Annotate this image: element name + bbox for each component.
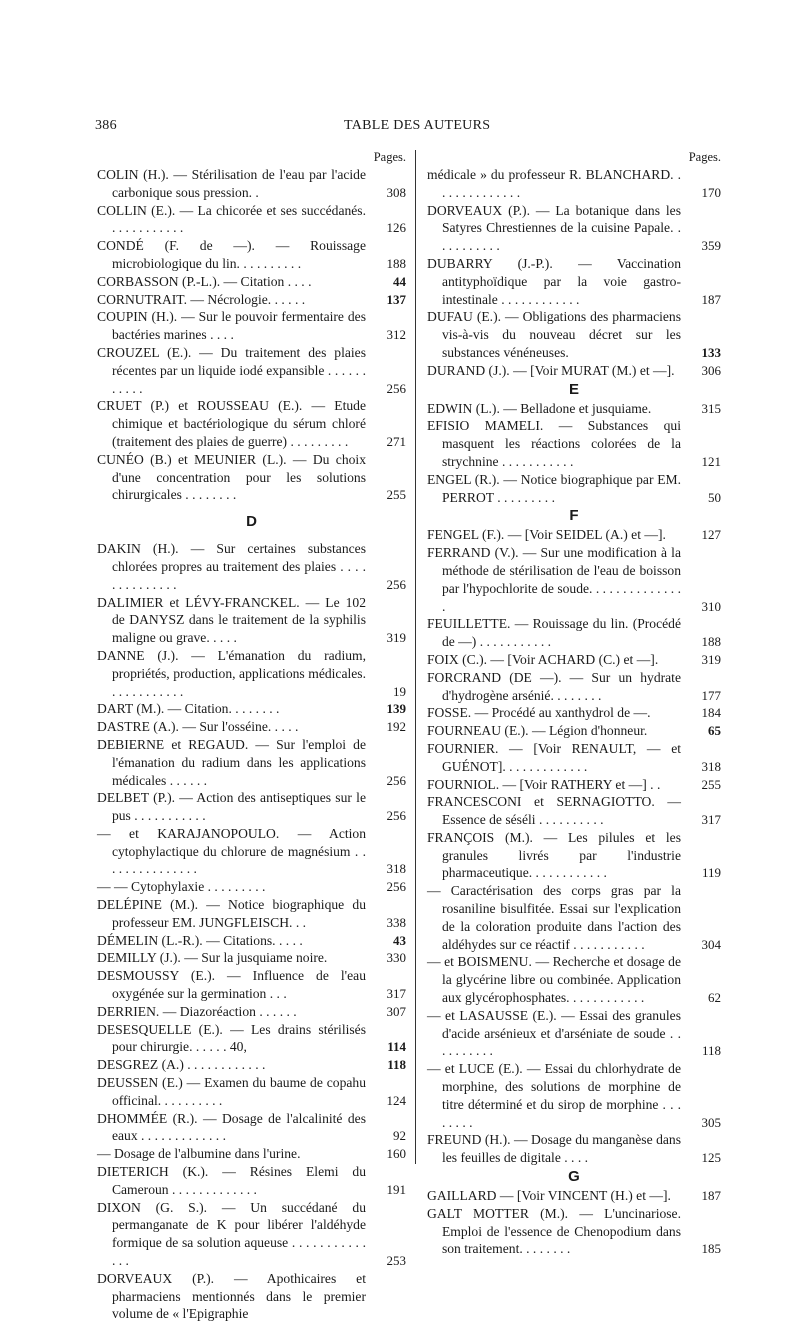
index-entry — [97, 273, 406, 291]
entry-page-number: 114 — [387, 1039, 406, 1055]
entry-page-number: 359 — [701, 238, 721, 254]
entry-page-number: 256 — [386, 879, 406, 895]
page-number: 386 — [95, 118, 117, 133]
entry-page-number: 191 — [386, 1181, 406, 1197]
entry-page-number: 119 — [701, 865, 721, 881]
entry-text: CORBASSON (P.-L.). — Citation . . . . — [97, 273, 312, 289]
entry-text: DEBIERNE et REGAUD. — Sur l'emploi de l'émanation du radium dans les applications médicales . . . . . . — [97, 736, 366, 788]
index-entry — [97, 896, 406, 932]
index-entry — [427, 308, 721, 361]
entry-page-number: 121 — [701, 453, 721, 469]
index-entry — [427, 526, 721, 544]
index-entry — [97, 308, 406, 344]
index-entry — [427, 882, 721, 953]
entry-text: FENGEL (F.). — [Voir SEIDEL (A.) et —]. — [427, 527, 666, 543]
entry-text: — et LUCE (E.). — Essai du chlorhydrate de morphine, des solutions de morphine de titre déterminé et du sirop de morphine . . . . . . . . — [427, 1061, 681, 1130]
entry-text: CUNÉO (B.) et MEUNIER (L.). — Du choix d'une concentration pour les solutions chirurgicales . . . . . . . . — [97, 451, 366, 503]
right-column — [427, 149, 721, 1258]
entry-page-number: 256 — [386, 380, 406, 396]
entry-page-number: 62 — [708, 990, 721, 1006]
entry-page-number: 19 — [393, 683, 406, 699]
entry-text: GALT MOTTER (M.). — L'uncinariose. Emploi de l'essence de Chenopodium dans son traitement. . . . . . . . — [427, 1205, 681, 1257]
index-entry — [97, 594, 406, 647]
entry-text: DART (M.). — Citation. . . . . . . . — [97, 701, 280, 717]
index-entry — [427, 471, 721, 507]
entry-text: FERRAND (V.). — Sur une modification à la méthode de stérilisation de l'eau de boisson par l'hypochlorite de soude. . . . . . . . . . . . . . . — [427, 545, 681, 614]
entry-text: DORVEAUX (P.). — La botanique dans les Satyres Chrestiennes de la cuisine Papale. . . . . . . . . . . — [427, 202, 681, 254]
entry-text: DESMOUSSY (E.). — Influence de l'eau oxygénée sur la germination . . . — [97, 968, 366, 1002]
index-entry — [97, 700, 406, 718]
entry-page-number: 127 — [701, 527, 721, 543]
entry-text: COLLIN (E.). — La chicorée et ses succédanés. . . . . . . . . . . . — [97, 202, 366, 236]
entry-page-number: 304 — [701, 936, 721, 952]
entry-page-number: 187 — [701, 1188, 721, 1204]
entry-text: DURAND (J.). — [Voir MURAT (M.) et —]. — [427, 362, 675, 378]
entry-text: DANNE (J.). — L'émanation du radium, propriétés, production, applications médicales. . . . . . . . . . . . — [97, 647, 366, 699]
index-entry — [97, 166, 406, 202]
entry-text: — et BOISMENU. — Recherche et dosage de la glycérine libre ou combinée. Application aux glycérophosphates. . . . . . . . . . . . — [427, 954, 681, 1006]
entry-page-number: 256 — [386, 772, 406, 788]
entry-page-number: 253 — [386, 1253, 406, 1269]
index-entry — [427, 362, 721, 380]
index-entry — [97, 789, 406, 825]
entry-text: DÉMELIN (L.-R.). — Citations. . . . . — [97, 932, 303, 948]
entry-text: — et LASAUSSE (E.). — Essai des granules d'acide arsénieux et d'arséniate de soude . . . . . . . . . . — [427, 1007, 681, 1059]
entry-text: — Dosage de l'albumine dans l'urine. — [97, 1146, 301, 1162]
entry-page-number: 318 — [701, 758, 721, 774]
entry-text: DERRIEN. — Diazoréaction . . . . . . — [97, 1003, 297, 1019]
entry-page-number: 319 — [386, 630, 406, 646]
entry-page-number: 308 — [386, 184, 406, 200]
index-entry — [97, 825, 406, 878]
index-entry — [97, 1056, 406, 1074]
index-entry — [97, 1074, 406, 1110]
entry-page-number: 177 — [701, 687, 721, 703]
entry-text: DHOMMÉE (R.). — Dosage de l'alcalinité des eaux . . . . . . . . . . . . . — [97, 1110, 366, 1144]
entry-page-number: 44 — [393, 273, 406, 289]
index-entry — [427, 400, 721, 418]
entry-text: DUBARRY (J.-P.). — Vaccination antityphoïdique par la voie gastro-intestinale . . . . . . . . . . . . — [427, 255, 681, 307]
index-entry — [97, 1199, 406, 1270]
pages-heading: Pages. — [688, 150, 721, 164]
index-entry — [97, 540, 406, 593]
entry-text: DIETERICH (K.). — Résines Elemi du Cameroun . . . . . . . . . . . . . — [97, 1164, 366, 1197]
entry-text: DAKIN (H.). — Sur certaines substances chlorées propres au traitement des plaies . . . . . . . . . . . . . . — [97, 541, 366, 592]
section-spacer — [97, 532, 406, 540]
index-entry — [427, 255, 721, 308]
entry-page-number: 315 — [701, 400, 721, 416]
entry-page-number: 338 — [386, 914, 406, 930]
entry-page-number: 306 — [701, 362, 721, 378]
entry-page-number: 317 — [701, 812, 721, 828]
entry-page-number: 330 — [386, 950, 406, 966]
entry-page-number: 256 — [386, 576, 406, 592]
index-entry — [97, 1110, 406, 1146]
entry-page-number: 126 — [386, 220, 406, 236]
index-entry — [427, 776, 721, 794]
entry-text: COUPIN (H.). — Sur le pouvoir fermentaire des bactéries marines . . . . — [97, 309, 366, 343]
entry-page-number: 133 — [701, 344, 721, 360]
index-entry — [97, 1163, 406, 1199]
entry-text: DORVEAUX (P.). — Apothicaires et pharmaciens mentionnés dans le premier volume de « l'Epigraphie — [97, 1270, 366, 1322]
entry-page-number: 92 — [393, 1128, 406, 1144]
entry-text: DELBET (P.). — Action des antiseptiques sur le pus . . . . . . . . . . . — [97, 790, 366, 824]
index-entry — [97, 736, 406, 789]
entry-page-number: 170 — [701, 184, 721, 200]
entry-page-number: 160 — [386, 1146, 406, 1162]
column-rule — [415, 150, 416, 1164]
entry-text: FORCRAND (DE —). — Sur un hydrate d'hydrogène arsénié. . . . . . . . — [427, 669, 681, 703]
entry-page-number: 124 — [386, 1092, 406, 1108]
section-letter-d: D — [246, 513, 257, 531]
index-entry — [427, 651, 721, 669]
entry-text: DIXON (G. S.). — Un succédané du permanganate de K pour libérer l'aldéhyde formique de sa solution aqueuse . . . . . . . . . . . . . . — [97, 1199, 366, 1269]
entry-text: FOURNIOL. — [Voir RATHERY et —] . . — [427, 776, 661, 792]
entry-text: FREUND (H.). — Dosage du manganèse dans les feuilles de digitale . . . . — [427, 1132, 681, 1166]
entry-text: DEUSSEN (E.) — Examen du baume de copahu officinal. . . . . . . . . . — [97, 1075, 366, 1108]
running-title: TABLE DES AUTEURS — [344, 118, 491, 133]
index-entry — [427, 669, 721, 705]
entry-page-number: 50 — [708, 489, 721, 505]
entry-page-number: 43 — [393, 932, 406, 948]
index-entry — [97, 344, 406, 397]
entry-page-number: 256 — [386, 808, 406, 824]
index-entry — [97, 397, 406, 450]
entry-text: CRUET (P.) et ROUSSEAU (E.). — Etude chimique et bactériologique du sérum chloré (traitement des plaies de guerre) . . . . . . . . . — [97, 398, 366, 449]
entry-text: ENGEL (R.). — Notice biographique par EM. PERROT . . . . . . . . . — [427, 471, 681, 505]
entry-text: CROUZEL (E.). — Du traitement des plaies récentes par un liquide iodé expansible . . . . . . . . . . . — [97, 344, 366, 396]
entry-page-number: 118 — [387, 1057, 406, 1073]
entry-text: DESGREZ (A.) . . . . . . . . . . . . — [97, 1057, 266, 1073]
entry-page-number: 184 — [701, 705, 721, 721]
section-spacer — [97, 504, 406, 512]
entry-page-number: 271 — [386, 433, 406, 449]
entry-page-number: 188 — [386, 255, 406, 271]
section-letter-e: E — [568, 380, 579, 398]
entry-text: COLIN (H.). — Stérilisation de l'eau par l'acide carbonique sous pression. . — [97, 167, 366, 200]
entry-text: EDWIN (L.). — Belladone et jusquiame. — [427, 400, 652, 416]
index-entry — [427, 1007, 721, 1060]
index-entry — [427, 615, 721, 651]
entry-text: CORNUTRAIT. — Nécrologie. . . . . . — [97, 291, 306, 307]
index-entry — [97, 1270, 406, 1323]
index-entry — [97, 1003, 406, 1021]
index-entry — [427, 722, 721, 740]
entry-page-number: 319 — [701, 651, 721, 667]
entry-text: — Caractérisation des corps gras par la rosaniline bisulfitée. Essai sur l'explication de la coloration produite dans l'action des aldéhydes sur ce réactif . . . . . . . . . . . — [427, 883, 681, 952]
index-entry — [97, 451, 406, 504]
index-entry — [427, 829, 721, 882]
entry-text: FRANCESCONI et SERNAGIOTTO. — Essence de séséli . . . . . . . . . . — [427, 794, 681, 828]
index-entry — [427, 417, 721, 470]
entry-page-number: 318 — [386, 861, 406, 877]
index-entry — [427, 793, 721, 829]
index-entry — [97, 1021, 406, 1057]
index-entry — [427, 704, 721, 722]
entry-text: DESESQUELLE (E.). — Les drains stérilisés pour chirurgie. . . . . . 40, — [97, 1021, 366, 1055]
pages-heading: Pages. — [373, 150, 406, 164]
index-entry — [427, 1131, 721, 1167]
entry-text: FRANÇOIS (M.). — Les pilules et les granules livrés par l'industrie pharmaceutique. . . . . . . . . . . . — [427, 829, 681, 881]
index-entry — [427, 166, 721, 202]
entry-page-number: 255 — [701, 776, 721, 792]
entry-page-number: 188 — [701, 634, 721, 650]
left-column — [97, 149, 406, 1323]
index-entry — [427, 740, 721, 776]
entry-text: DELÉPINE (M.). — Notice biographique du professeur EM. JUNGFLEISCH. . . — [97, 897, 366, 930]
entry-page-number: 137 — [386, 291, 406, 307]
entry-page-number: 118 — [701, 1043, 721, 1059]
index-entry — [427, 544, 721, 615]
index-entry — [427, 1060, 721, 1131]
index-entry — [97, 932, 406, 950]
entry-page-number: 310 — [701, 598, 721, 614]
index-entry — [97, 647, 406, 700]
entry-page-number: 65 — [708, 723, 721, 739]
index-entry — [97, 718, 406, 736]
entry-page-number: 305 — [701, 1114, 721, 1130]
index-entry — [427, 953, 721, 1006]
entry-page-number: 139 — [386, 701, 406, 717]
entry-text: médicale » du professeur R. BLANCHARD. . . . . . . . . . . . . . — [427, 167, 681, 200]
entry-text: DEMILLY (J.). — Sur la jusquiame noire. — [97, 950, 328, 966]
section-letter-g: G — [568, 1168, 580, 1186]
entry-page-number: 255 — [386, 487, 406, 503]
entry-text: FEUILLETTE. — Rouissage du lin. (Procédé de —) . . . . . . . . . . . — [427, 616, 681, 650]
index-entry — [427, 202, 721, 255]
entry-text: FOSSE. — Procédé au xanthydrol de —. — [427, 705, 651, 721]
entry-page-number: 312 — [386, 327, 406, 343]
entry-text: FOURNIER. — [Voir RENAULT, — et GUÉNOT]. . . . . . . . . . . . . — [427, 740, 681, 774]
index-entry — [97, 949, 406, 967]
index-entry — [97, 1145, 406, 1163]
index-entry — [427, 1187, 721, 1205]
entry-page-number: 185 — [701, 1241, 721, 1257]
entry-page-number: 187 — [701, 291, 721, 307]
section-letter-f: F — [569, 507, 579, 525]
entry-text: DUFAU (E.). — Obligations des pharmaciens vis-à-vis du nouveau décret sur les substances vénéneuses. — [427, 309, 681, 360]
entry-text: — — Cytophylaxie . . . . . . . . . — [97, 879, 266, 895]
entry-page-number: 307 — [386, 1003, 406, 1019]
entry-text: EFISIO MAMELI. — Substances qui masquent les réactions colorées de la strychnine . . . . . . . . . . . — [427, 418, 681, 469]
entry-text: DASTRE (A.). — Sur l'osséine. . . . . — [97, 719, 299, 735]
entry-text: FOURNEAU (E.). — Légion d'honneur. — [427, 723, 648, 739]
index-entry — [97, 878, 406, 896]
entry-text: — et KARAJANOPOULO. — Action cytophylactique du chlorure de magnésium . . . . . . . . . . . . . . . — [97, 825, 366, 877]
entry-text: CONDÉ (F. de —). — Rouissage microbiologique du lin. . . . . . . . . . — [97, 238, 366, 271]
index-entry — [97, 967, 406, 1003]
entry-page-number: 125 — [701, 1150, 721, 1166]
index-entry — [97, 291, 406, 309]
index-entry — [427, 1205, 721, 1258]
entry-text: FOIX (C.). — [Voir ACHARD (C.) et —]. — [427, 651, 659, 667]
entry-page-number: 317 — [386, 986, 406, 1002]
entry-page-number: 192 — [386, 719, 406, 735]
entry-text: DALIMIER et LÉVY-FRANCKEL. — Le 102 de DANYSZ dans le traitement de la syphilis maligne ou grave. . . . . — [97, 594, 366, 646]
entry-text: GAILLARD — [Voir VINCENT (H.) et —]. — [427, 1188, 671, 1204]
index-entry — [97, 202, 406, 238]
index-entry — [97, 237, 406, 273]
